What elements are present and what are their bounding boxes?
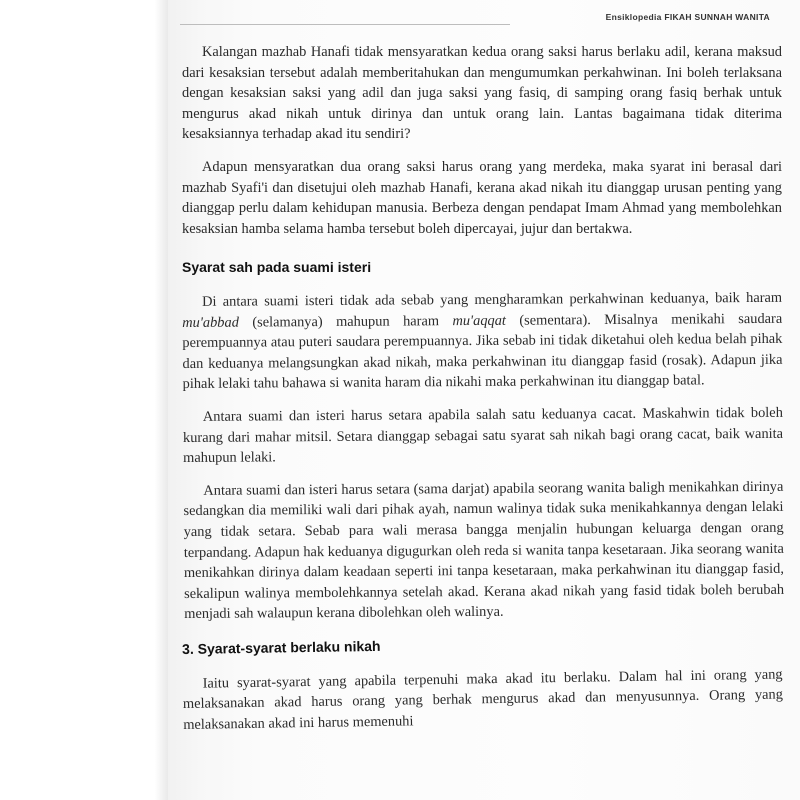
text-fragment: (sementara). Misalnya menikahi saudara perempuannya atau puteri saudara perempuannya. Jika sebab ini tidak diketahui oleh kedua belah pihak dan keduanya melangsungkan akad nikah, maka perkahwinan itu dianggap fasid (rosak). Adapun jika pihak lelaki tahu bahawa si wanita haram dia nikahi maka perkahwinan itu dianggap batal. [182, 310, 783, 393]
paragraph-validity: Iaitu syarat-syarat yang apabila terpenuhi maka akad itu berlaku. Dalam hal ini orang yang melaksanakan akad harus orang yang berhak mengurus akad dan menyusunnya. Orang yang melaksanakan akad ini harus memenuhi [182, 666, 784, 733]
paragraph-free-witness: Adapun mensyaratkan dua orang saksi harus orang yang merdeka, maka syarat ini berasal dari mazhab Syafi'i dan disetujui oleh mazhab Hanafi, kerana akad nikah itu dianggap urusan penting yang dianggap perlu dalam kehidupan manusia. Berbeza dengan pendapat Imam Ahmad yang membolehkan kesaksian hamba selama hamba tersebut boleh dipercayai, jujur dan bertakwa. [182, 158, 782, 237]
running-head [168, 8, 800, 24]
term-muabbad: mu'abbad [182, 314, 239, 331]
section-body-spouse [182, 288, 784, 625]
section-heading-spouse-conditions: Syarat sah pada suami isteri [182, 259, 372, 276]
text-fragment: Di antara suami isteri tidak ada sebab yang mengharamkan perkahwinan keduanya, baik haram [202, 289, 783, 310]
running-head-text [606, 12, 770, 22]
running-head-book: Ensiklopedia [605, 12, 662, 22]
page-content [181, 42, 785, 751]
running-head-title: FIKAH SUNNAH WANITA [664, 12, 770, 22]
section-heading-validity: 3. Syarat-syarat berlaku nikah [181, 637, 381, 657]
paragraph-equality-defect: Antara suami dan isteri harus setara apabila salah satu keduanya cacat. Maskahwin tidak boleh kurang dari mahar mitsil. Setara dianggap sebagai satu syarat sah nikah bagi orang cacat, baik wanita mahupun lelaki. [182, 404, 784, 467]
background-left [0, 0, 168, 800]
paragraph-equality-status: Antara suami dan isteri harus setara (sama darjat) apabila seorang wanita baligh menikahkan dirinya sedangkan dia memiliki wali dari pihak ayah, namun walinya tidak suka menikahkannya dengan lelaki yang tidak setara. Sebab para wali merasa bangga menjalin hubungan keluarga dengan orang terpandang. Adapun hak keduanya digugurkan oleh reda si wanita tanpa kesetaraan. Jika seorang wanita menikahkan dirinya dalam keadaan seperti ini tanpa kesetaraan, maka perkahwinan itu dianggap fasid, sekalipun walinya membolehkannya setelah akad. Kerana akad nikah yang fasid tidak boleh berubah menjadi sah walaupun kerana dibolehkan oleh walinya. [183, 478, 785, 623]
section-body-validity [182, 629, 783, 735]
book-page [168, 0, 800, 800]
text-fragment: (selamanya) mahupun haram [238, 312, 453, 331]
term-muaqqat: mu'aqqat [452, 312, 506, 329]
running-head-rule [180, 24, 510, 25]
paragraph-hanafi-witness: Kalangan mazhab Hanafi tidak mensyaratkan kedua orang saksi harus berlaku adil, kerana maksud dari kesaksian tersebut adalah memberitahukan dan mengumumkan perkahwinan. Ini boleh terlaksana dengan kesaksian saksi yang adil dan juga saksi yang fasiq, di samping orang fasiq berhak untuk mengurus akad nikah untuk dirinya dan untuk orang lain. Lantas bagaimana tidak diterima kesaksiannya terhadap akad itu sendiri? [182, 44, 782, 143]
paragraph-prohibition [182, 288, 783, 395]
